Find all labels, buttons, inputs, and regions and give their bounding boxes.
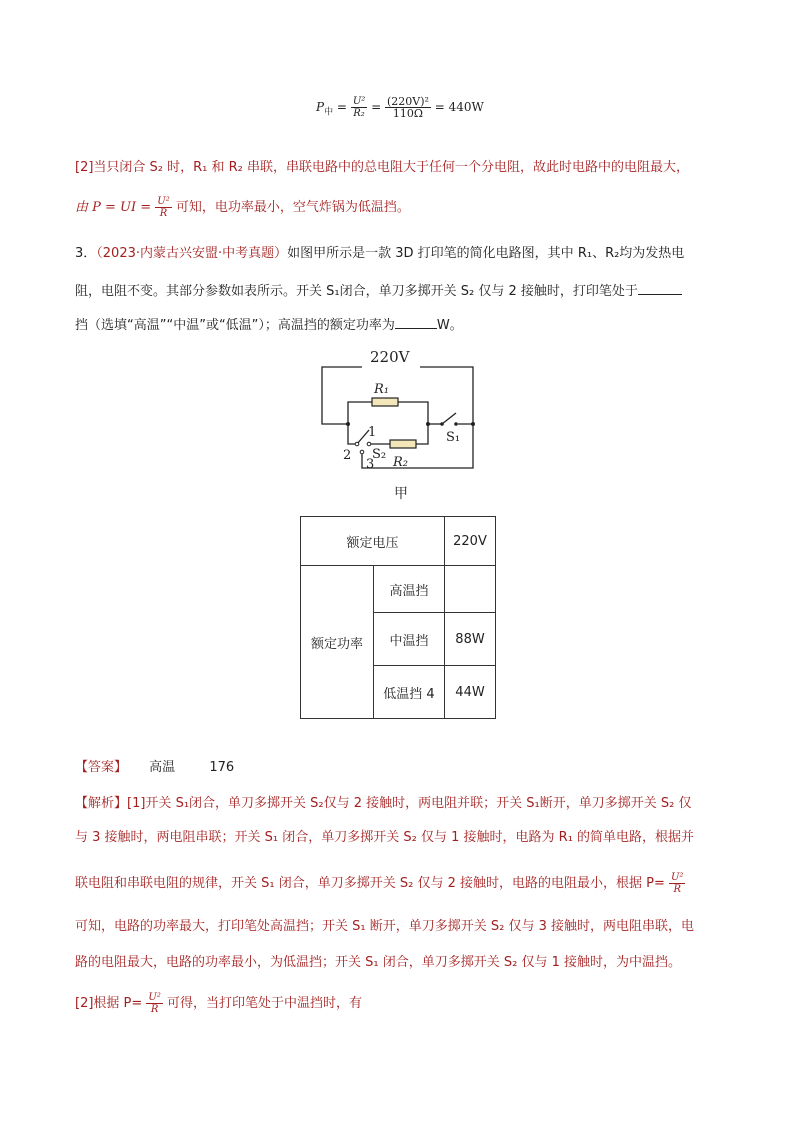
analysis-frac1-num: U² bbox=[671, 872, 684, 883]
circuit-diagram bbox=[310, 346, 490, 506]
analysis-line6 bbox=[75, 992, 362, 1015]
analysis-line5: 路的电阻最大，电路的功率最小，为低温挡；开关 S₁ 闭合，单刀多掷开关 S₂ 仅与 1 接触时，为中温挡。 bbox=[75, 955, 681, 970]
formula-frac2-den: 110Ω bbox=[392, 107, 423, 120]
analysis-label: 【解析】 bbox=[75, 796, 128, 811]
analysis-frac2-den: R bbox=[150, 1004, 159, 1015]
question-text2: 阻，电阻不变。其部分参数如表所示。开关 S₁闭合，单刀多掷开关 S₂ 仅与 2 接触时，打印笔处于 bbox=[75, 284, 638, 299]
answer-1: 高温 bbox=[149, 760, 176, 775]
resistor-r2-symbol bbox=[390, 440, 416, 448]
analysis-frac1 bbox=[669, 872, 685, 895]
analysis-frac2 bbox=[146, 992, 162, 1015]
answer-blank-2[interactable] bbox=[395, 328, 437, 329]
table-row bbox=[301, 517, 496, 566]
circuit-voltage-label: 220V bbox=[370, 348, 410, 366]
para2-frac bbox=[155, 196, 171, 219]
equals-sign: = bbox=[371, 100, 382, 114]
analysis-line4: 可知，电路的功率最大，打印笔处高温挡；开关 S₁ 断开，单刀多掷开关 S₂ 仅与 3 接触时，两电阻串联，电 bbox=[75, 919, 694, 934]
formula-frac2 bbox=[385, 96, 431, 119]
para2-line1: [2]当只闭合 S₂ 时，R₁ 和 R₂ 串联，串联电路中的总电阻大于任何一个分电阻，故此时电路中的电阻最大， bbox=[75, 160, 690, 175]
para2-frac-den: R bbox=[159, 208, 168, 219]
question-text3b: W。 bbox=[436, 318, 463, 333]
gear-value-cell: 88W bbox=[445, 613, 496, 666]
answer-line bbox=[75, 758, 234, 778]
circuit-terminal-1: 1 bbox=[368, 425, 377, 440]
rated-voltage-label: 额定电压 bbox=[301, 517, 445, 566]
circuit-terminal-2: 2 bbox=[343, 448, 352, 463]
circuit-terminal-3: 3 bbox=[366, 457, 375, 472]
formula-result: = 440W bbox=[434, 100, 484, 114]
formula-top bbox=[316, 96, 484, 119]
analysis-text1: [1]开关 S₁闭合，单刀多掷开关 S₂仅与 2 接触时，两电阻并联；开关 S₁断开，单刀多掷开关 S₂ 仅 bbox=[127, 796, 692, 811]
circuit-s1-label: S₁ bbox=[446, 430, 461, 445]
parameter-table bbox=[300, 516, 496, 719]
analysis-line2: 与 3 接触时，两电阻串联；开关 S₁ 闭合，单刀多掷开关 S₂ 仅与 1 接触时，电路为 R₁ 的简单电路，根据并 bbox=[75, 830, 695, 845]
formula-frac2-num: (220V)² bbox=[386, 95, 429, 108]
formula-lhs: P bbox=[316, 100, 325, 114]
analysis-text6-prefix: [2]根据 P= bbox=[75, 996, 143, 1011]
equals-sign: = bbox=[336, 100, 347, 114]
formula-lhs-sub: 中 bbox=[324, 107, 334, 118]
gear-cell: 中温挡 bbox=[374, 613, 445, 666]
question-number: 3． bbox=[75, 246, 97, 261]
gear-cell: 低温挡 4 bbox=[374, 666, 445, 719]
analysis-frac2-num: U² bbox=[148, 992, 161, 1003]
table-row bbox=[301, 566, 496, 613]
analysis-text6-suffix: 可得，当打印笔处于中温挡时，有 bbox=[167, 996, 363, 1011]
analysis-line3 bbox=[75, 872, 685, 895]
formula-frac1-num: U² bbox=[352, 96, 366, 107]
circuit-s2-label: S₂ bbox=[372, 447, 387, 462]
gear-value-cell: 44W bbox=[445, 666, 496, 719]
question-text1: 如图甲所示是一款 3D 打印笔的简化电路图，其中 R₁、R₂均为发热电 bbox=[287, 246, 685, 261]
resistor-r1-symbol bbox=[372, 398, 398, 406]
question3-line3 bbox=[75, 316, 463, 336]
circuit-r1-label: R₁ bbox=[374, 382, 389, 397]
para2-prefix: 由 P = UI = bbox=[75, 200, 156, 215]
answer-blank-1[interactable] bbox=[638, 294, 682, 295]
rated-power-label: 额定功率 bbox=[301, 566, 374, 719]
formula-frac1 bbox=[351, 96, 367, 119]
para2-line2 bbox=[75, 196, 410, 219]
analysis-text3: 联电阻和串联电阻的规律，开关 S₁ 闭合，单刀多掷开关 S₂ 仅与 2 接触时，电路的电阻最小，根据 P= bbox=[75, 876, 665, 891]
analysis-line1 bbox=[75, 794, 691, 814]
question-source: （2023·内蒙古兴安盟·中考真题） bbox=[96, 246, 288, 261]
analysis-frac1-den: R bbox=[673, 884, 681, 895]
formula-frac1-den: R₂ bbox=[353, 108, 365, 119]
rated-voltage-value: 220V bbox=[445, 517, 496, 566]
answer-label: 【答案】 bbox=[75, 760, 128, 775]
question3-line2 bbox=[75, 282, 682, 302]
gear-value-cell bbox=[445, 566, 496, 613]
para2-frac-num: U² bbox=[157, 196, 170, 207]
gear-cell: 高温挡 bbox=[374, 566, 445, 613]
circuit-r2-label: R₂ bbox=[393, 455, 408, 470]
answer-2: 176 bbox=[209, 760, 235, 775]
para2-suffix: 可知，电功率最小，空气炸锅为低温挡。 bbox=[175, 200, 410, 215]
question-text3a: 挡（选填“高温”“中温”或“低温”）；高温挡的额定功率为 bbox=[75, 318, 395, 333]
circuit-caption: 甲 bbox=[394, 486, 408, 502]
question3-line1 bbox=[75, 244, 684, 264]
